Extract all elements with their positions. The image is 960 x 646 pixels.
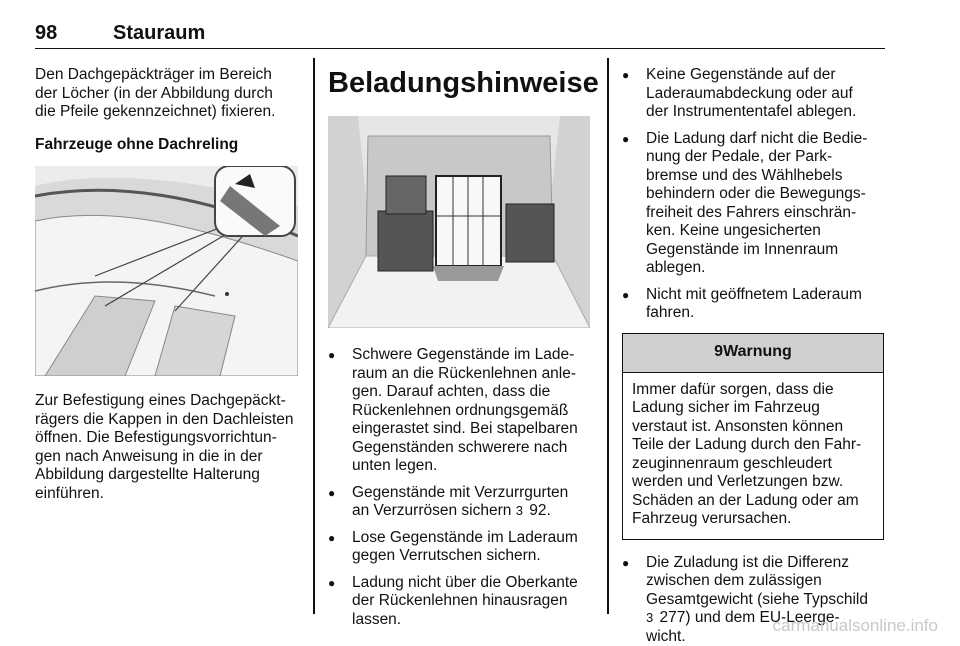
- watermark: carmanualsonline.info: [773, 616, 938, 636]
- list-item: ● Gegenstände mit Verzurrgurten an Verzurrösen sichern 3 92.: [328, 484, 590, 521]
- intro-text: Den Dachgepäckträger im Bereich der Löcher (in der Abbildung durch die Pfeile gekennzeichnet) fixieren.: [35, 66, 301, 122]
- roof-illustration: [35, 166, 298, 376]
- page-reference-icon: 3: [646, 609, 653, 628]
- warning-text: Immer dafür sorgen, dass die Ladung sicher im Fahrzeug verstaut ist. Ansonsten können Teile der Ladung durch den Fahr- zeuginnenraum geschleudert werden und Verletzungen bzw. Schäden an der Ladung oder am Fahrzeug verursachen.: [623, 373, 883, 539]
- list-item: ● Nicht mit geöffnetem Laderaum fahren.: [622, 286, 887, 323]
- column-1: [35, 66, 301, 503]
- loading-bullet-list: [328, 346, 590, 629]
- fastening-instructions: Zur Befestigung eines Dachgepäckt- rägers die Kappen in den Dachleisten öffnen. Die Befestigungsvorrichtun- gen nach Anweisung in die in der Abbildung dargestellte Halterung einführen.: [35, 392, 301, 503]
- cargo-illustration: [328, 116, 590, 328]
- page-number: 98: [35, 22, 57, 45]
- list-item: ● Die Zuladung ist die Differenz zwischen dem zulässigen Gesamtgewicht (siehe Typschild 3 277) und dem EU-Leerge- wicht.: [622, 554, 887, 646]
- column-2: [328, 66, 590, 629]
- page-reference: 277) und dem EU-Leerge- wicht.: [646, 609, 840, 645]
- list-item: ● Schwere Gegenstände im Lade- raum an die Rückenlehnen anle- gen. Darauf achten, dass die Rückenlehnen ordnungsgemäß eingerastet sind. Bei stapelbaren Gegenständen schwerere nach unten legen.: [328, 346, 590, 476]
- warning-triangle-icon: 9: [714, 343, 723, 362]
- page-reference: 92.: [525, 502, 551, 519]
- cargo-boxes-icon: [328, 116, 590, 328]
- warning-header: [623, 334, 883, 373]
- list-item: ● Keine Gegenstände auf der Laderaumabdeckung oder auf der Instrumententafel ablegen.: [622, 66, 887, 122]
- loading-bullet-list-continued: [622, 66, 887, 323]
- warning-title: Warnung: [723, 343, 792, 362]
- column-divider-2: [607, 58, 609, 614]
- roof-rail-icon: [35, 166, 298, 376]
- warning-box: [622, 333, 884, 540]
- column-divider-1: [313, 58, 315, 614]
- list-item: ● Die Ladung darf nicht die Bedie- nung der Pedale, der Park- bremse und des Wählhebels behindern oder die Bewegungs- freiheit des Fahrers einschrän- ken. Keine ungesicherten Gegenstände im Innenraum ablegen.: [622, 130, 887, 278]
- page-header: [35, 18, 885, 49]
- list-item: ● Ladung nicht über die Oberkante der Rückenlehnen hinausragen lassen.: [328, 574, 590, 630]
- column-3: [622, 66, 887, 646]
- section-title: Stauraum: [113, 22, 205, 45]
- page-reference-icon: 3: [516, 502, 523, 521]
- list-item: ● Lose Gegenstände im Laderaum gegen Verrutschen sichern.: [328, 529, 590, 566]
- subheading: Fahrzeuge ohne Dachreling: [35, 136, 301, 155]
- heading-loading-tips: Beladungshinweise: [328, 66, 590, 100]
